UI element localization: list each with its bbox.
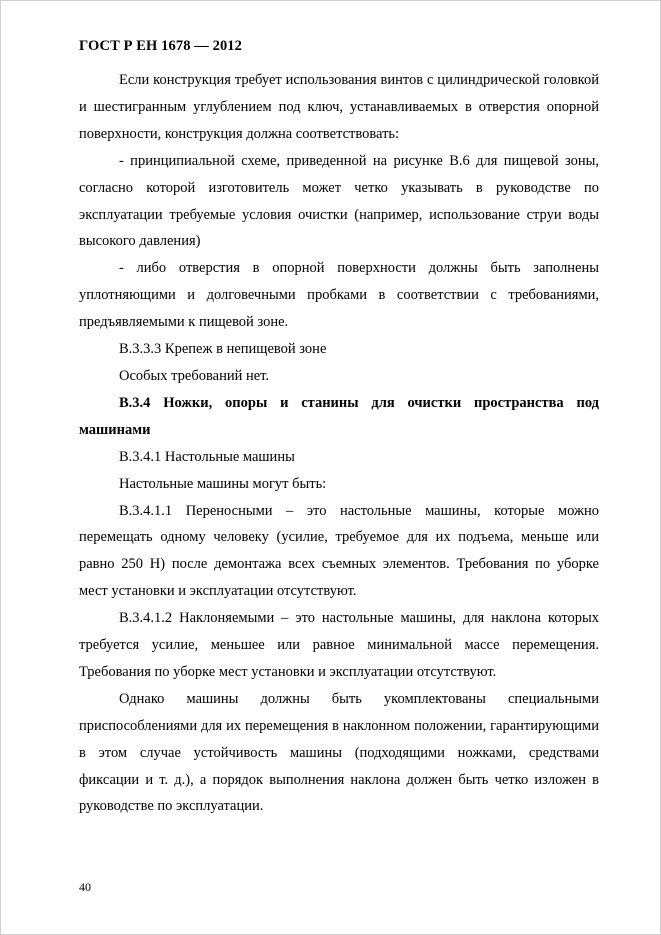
paragraph-no-requirements: Особых требований нет. <box>119 367 270 384</box>
paragraph-list-item-1: - принципиальной схеме, приведенной на рисунке В.6 для пищевой зоны, согласно которой изготовитель может четко указывать в руководстве по эксплуатации требуемые условия очистки (например, использование струи воды высокого давления) <box>79 152 599 250</box>
paragraph-b3412: В.3.4.1.2 Наклоняемыми – это настольные машины, для наклона которых требуется усилие, меньшее или равное минимальной массе перемещения. Требования по уборке мест установки и эксплуатации отсутствуют. <box>79 610 599 680</box>
paragraph-table-machines: Настольные машины могут быть: <box>119 475 327 492</box>
section-heading-b34: В.3.4 Ножки, опоры и станины для очистки пространства под машинами <box>79 394 599 438</box>
document-body <box>79 67 599 820</box>
subsection-heading-b333: В.3.3.3 Крепеж в непищевой зоне <box>119 341 327 358</box>
paragraph-b3411: В.3.4.1.1 Переносными – это настольные машины, которые можно перемещать одному человеку (усилие, требуемое для их подъема, меньше или равно 250 Н) после демонтажа всех съемных элементов. Требования по уборке мест установки и эксплуатации отсутствуют. <box>79 502 599 600</box>
paragraph-however: Однако машины должны быть укомплектованы специальными приспособлениями для их перемещения в наклонном положении, гарантирующими в этом случае устойчивость машины (подходящими ножками, средствами фиксации и т. д.), а порядок выполнения наклона должен быть четко изложен в руководстве по эксплуатации. <box>79 690 599 815</box>
paragraph-intro: Если конструкция требует использования винтов с цилиндрической головкой и шестигранным углублением под ключ, устанавливаемых в отверстия опорной поверхности, конструкция должна соответствовать: <box>79 72 599 142</box>
subsection-heading-b341: В.3.4.1 Настольные машины <box>119 448 295 465</box>
page-number: 40 <box>79 880 91 894</box>
document-header: ГОСТ Р ЕН 1678 — 2012 <box>79 38 242 54</box>
paragraph-list-item-2: - либо отверстия в опорной поверхности должны быть заполнены уплотняющими и долговечными пробками в соответствии с требованиями, предъявляемыми к пищевой зоне. <box>79 260 599 331</box>
